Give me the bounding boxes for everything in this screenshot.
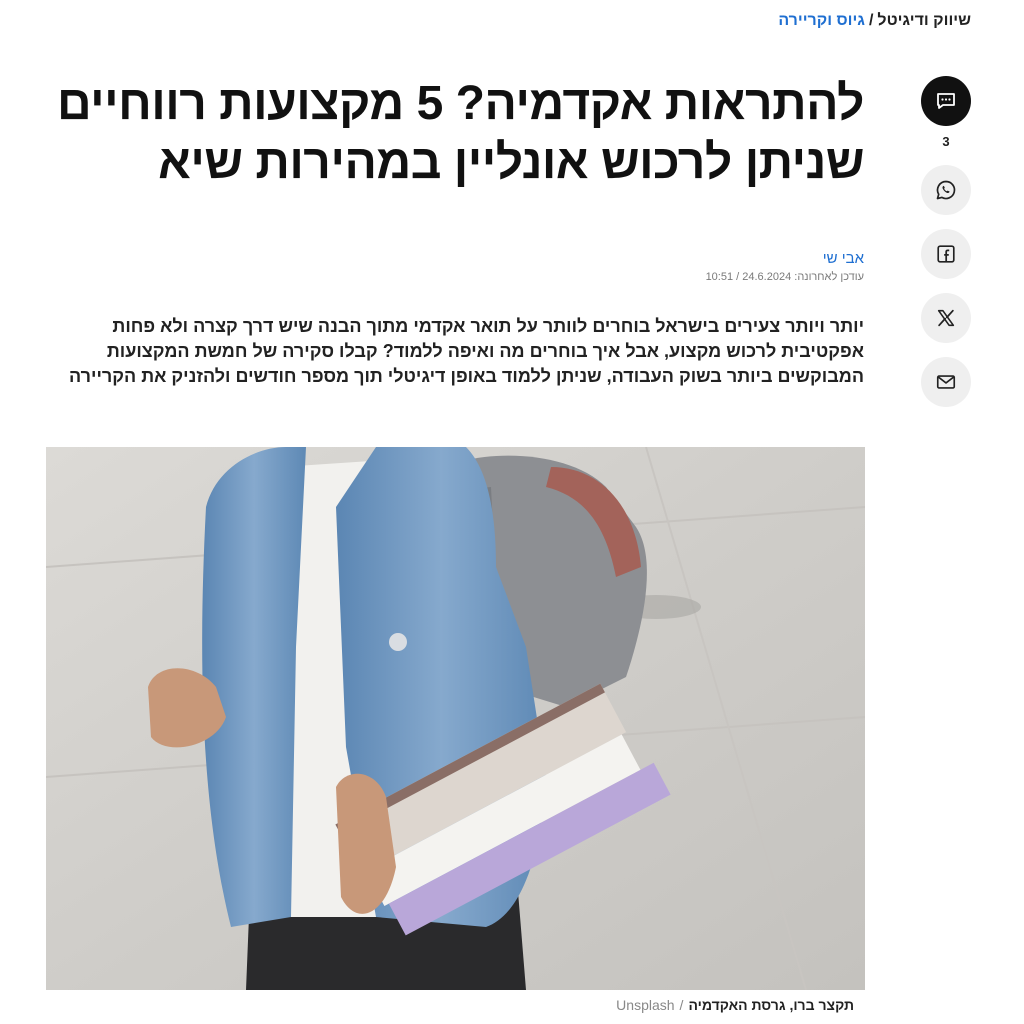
facebook-icon	[935, 243, 957, 265]
image-caption	[616, 997, 854, 1013]
whatsapp-icon	[934, 178, 958, 202]
updated-timestamp: עודכן לאחרונה: 24.6.2024 / 10:51	[705, 271, 864, 283]
breadcrumb-subsection[interactable]: גיוס וקריירה	[778, 12, 865, 29]
x-icon	[935, 307, 957, 329]
comment-count: 3	[942, 134, 950, 149]
article-lead: יותר ויותר צעירים בישראל בוחרים לוותר על תואר אקדמי מתוך הבנה שיש דרך קצרה ולא פחות אפקטיבית לרכוש מקצוע, אבל איך בוחרים מה ואיפה ללמוד? קבלו סקירה של חמשת המקצועות המבוקשים ביותר בשוק העבודה, שניתן ללמוד באופן דיגיטלי תוך מספר חודשים ולהזניק את הקריירה	[69, 316, 864, 386]
comment-icon	[934, 89, 958, 113]
caption-text: תקצר ברו, גרסת האקדמיה	[688, 997, 854, 1013]
share-rail	[921, 76, 971, 421]
article-title: להתראות אקדמיה? 5 מקצועות רווחיים שניתן לרכוש אונליין במהירות שיא	[57, 77, 864, 189]
image-credit: Unsplash	[616, 997, 675, 1013]
breadcrumb-section[interactable]: שיווק ודיגיטל	[877, 12, 971, 29]
breadcrumb	[778, 12, 971, 30]
mail-share-button[interactable]	[921, 357, 971, 407]
facebook-share-button[interactable]	[921, 229, 971, 279]
breadcrumb-separator: /	[868, 12, 874, 29]
comments-button[interactable]	[921, 76, 971, 126]
x-share-button[interactable]	[921, 293, 971, 343]
mail-icon	[935, 371, 957, 393]
caption-separator: /	[679, 997, 684, 1013]
author-link[interactable]: אבי שי	[822, 250, 864, 267]
whatsapp-share-button[interactable]	[921, 165, 971, 215]
byline	[706, 250, 864, 283]
hero-image	[46, 447, 865, 990]
